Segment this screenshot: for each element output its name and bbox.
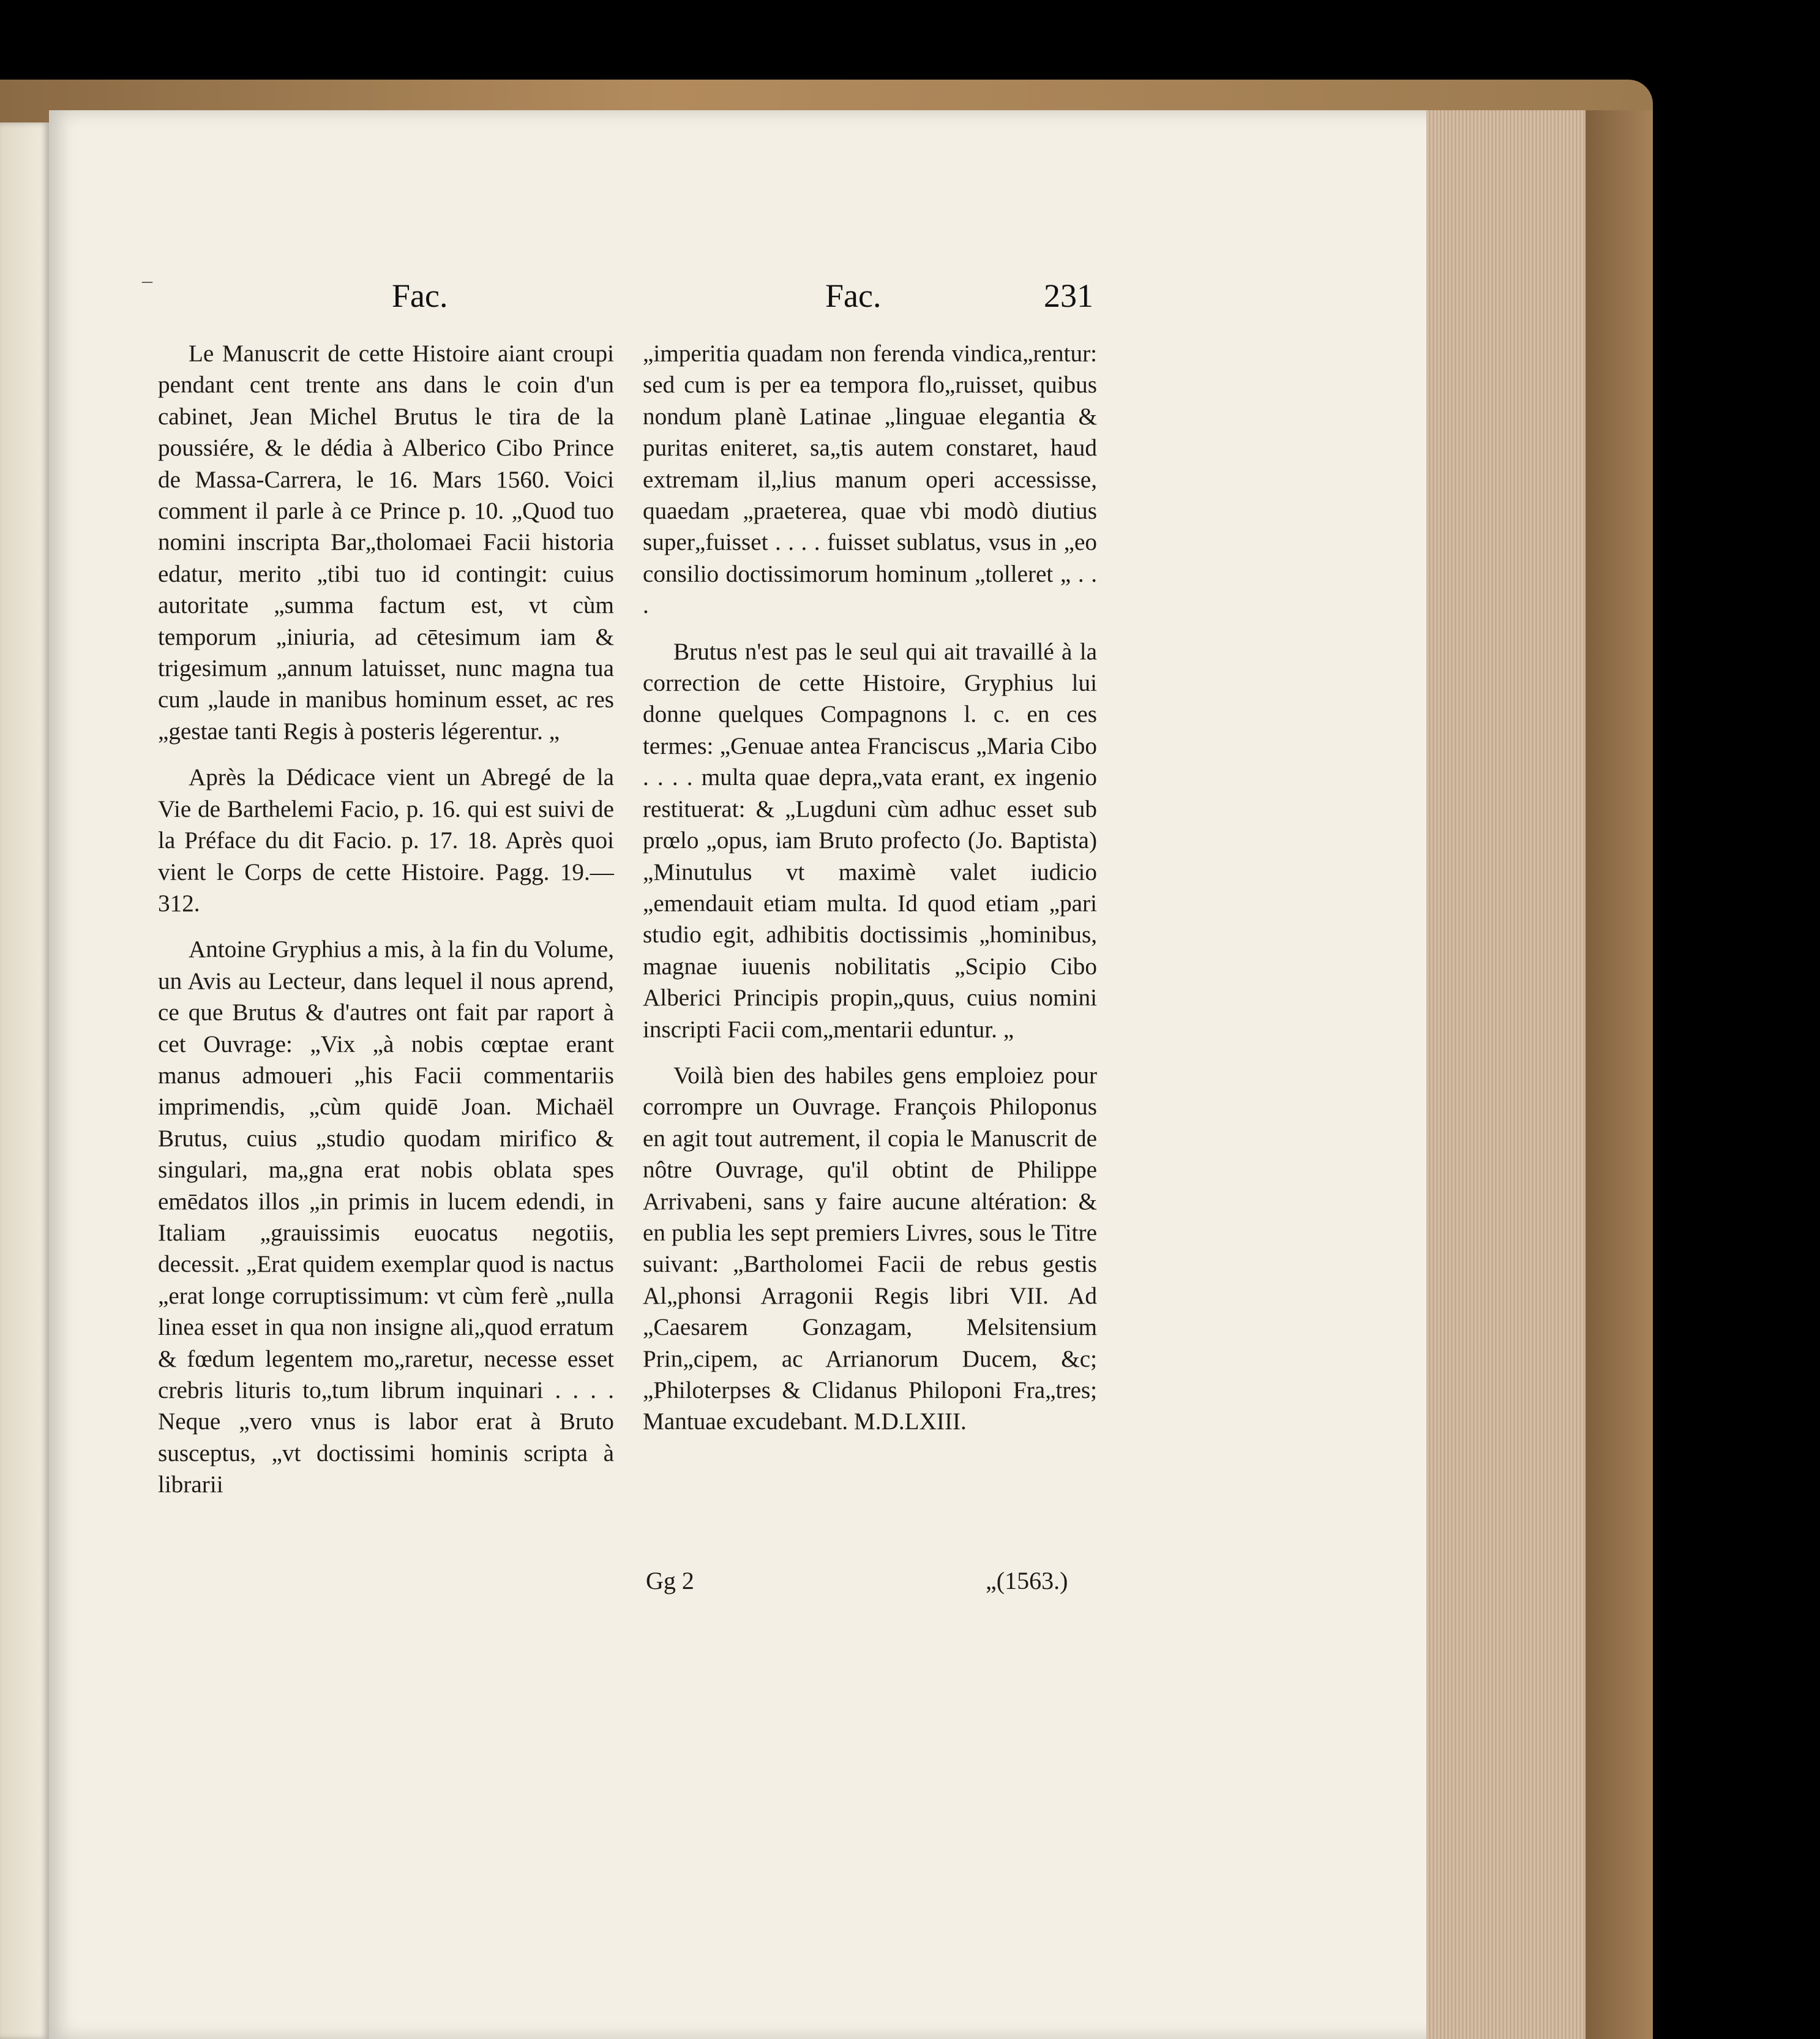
page-edges bbox=[1426, 110, 1586, 2039]
paragraph: „imperitia quadam non ferenda vindica„rentur: sed cum is per ea tempora flo„ruisset, quibus nondum planè Latinae „linguae elegantia & puritas eniteret, sa„tis autem constaret, haud extremam il„lius manum operi accessisse, quaedam „praeterea, quae vbi modò diutius super„fuisset . . . . fuisset sublatus, vsus in „eo consilio doctissimorum hominum „tolleret „ . . . bbox=[643, 340, 1097, 619]
running-head-left: Fac. bbox=[392, 277, 448, 314]
paragraph: Le Manuscrit de cette Histoire aiant croupi pendant cent trente ans dans le coin d'un cabinet, Jean Michel Brutus le tira de la poussiére, & le dédia à Alberico Cibo Prince de Massa-Carrera, le 16. Mars 1560. Voici comment il parle à ce Prince p. 10. „Quod tuo nomini inscripta Bar„tholomaei Facii historia edatur, merito „tibi tuo id contingit: cuius autoritate „summa factum est, vt cùm temporum „iniuria, ad cētesimum iam & trigesimum „annum latuisset, nunc magna tua cum „laude in manibus hominum esset, ac res „gestae tanti Regis à posteris légerentur. „ bbox=[158, 340, 614, 745]
paragraph: Voilà bien des habiles gens emploiez pour corrompre un Ouvrage. François Philoponus en agit tout autrement, il copia le Manuscrit de nôtre Ouvrage, qu'il obtint de Philippe Arrivabeni, sans y faire aucune altération: & en publia les sept premiers Livres, sous le Titre suivant: „Bartholomei Facii de rebus gestis Al„phonsi Arragonii Regis libri VII. Ad „Caesarem Gonzagam, Melsitensium Prin„cipem, ac Arrianorum Ducem, &c; „Philoterpses & Clidanus Philoponi Fra„tres; Mantuae excudebant. M.D.LXIII. bbox=[643, 1062, 1097, 1435]
facing-page-edge bbox=[0, 122, 49, 2039]
paragraph: Après la Dédicace vient un Abregé de la Vie de Barthelemi Facio, p. 16. qui est suivi de la Préface du dit Facio. p. 17. 18. Après quoi vient le Corps de cette Histoire. Pagg. 19.—312. bbox=[158, 764, 614, 917]
left-text-column bbox=[158, 338, 614, 1501]
signature-mark: Gg 2 bbox=[646, 1567, 694, 1594]
catchword: „(1563.) bbox=[986, 1567, 1068, 1594]
page-number: 231 bbox=[1044, 277, 1093, 314]
paragraph: Brutus n'est pas le seul qui ait travaillé à la correction de cette Histoire, Gryphius lui donne quelques Compagnons l. c. en ces termes: „Genuae antea Franciscus „Maria Cibo . . . . multa quae depra„vata erant, ex ingenio restituerat: & „Lugduni cùm adhuc esset sub prœlo „opus, iam Bruto profecto (Jo. Baptista) „Minutulus vt maximè valet iudicio „emendauit etiam multa. Id quod etiam „pari studio egit, adhibitis doctissimis „hominibus, magnae iuuenis nobilitatis „Scipio Cibo Alberici Principis propin„quus, cuius nomini inscripti Facii com„mentarii eduntur. „ bbox=[643, 638, 1097, 1043]
stray-mark: – bbox=[142, 269, 152, 292]
right-text-column bbox=[643, 338, 1097, 1438]
paragraph: Antoine Gryphius a mis, à la fin du Volume, un Avis au Lecteur, dans lequel il nous aprend, ce que Brutus & d'autres ont fait par raport à cet Ouvrage: „Vix „à nobis cœptae erant manus admoueri „his Facii commentariis imprimendis, „cùm quidē Joan. Michaël Brutus, cuius „studio quodam mirifico & singulari, ma„gna erat nobis oblata spes emēdatos illos „in primis in lucem edendi, in Italiam „grauissimis euocatus negotiis, decessit. „Erat quidem exemplar quod is nactus „erat longe corruptissimum: vt cùm ferè „nulla linea esset in qua non insigne ali„quod erratum & fœdum legentem mo„raretur, necesse esset crebris lituris to„tum librum inquinari . . . . Neque „vero vnus is labor erat à Bruto susceptus, „vt doctissimi hominis scripta à librarii bbox=[158, 936, 614, 1498]
running-head-right: Fac. bbox=[825, 277, 882, 314]
cover-edge bbox=[1586, 110, 1653, 2039]
